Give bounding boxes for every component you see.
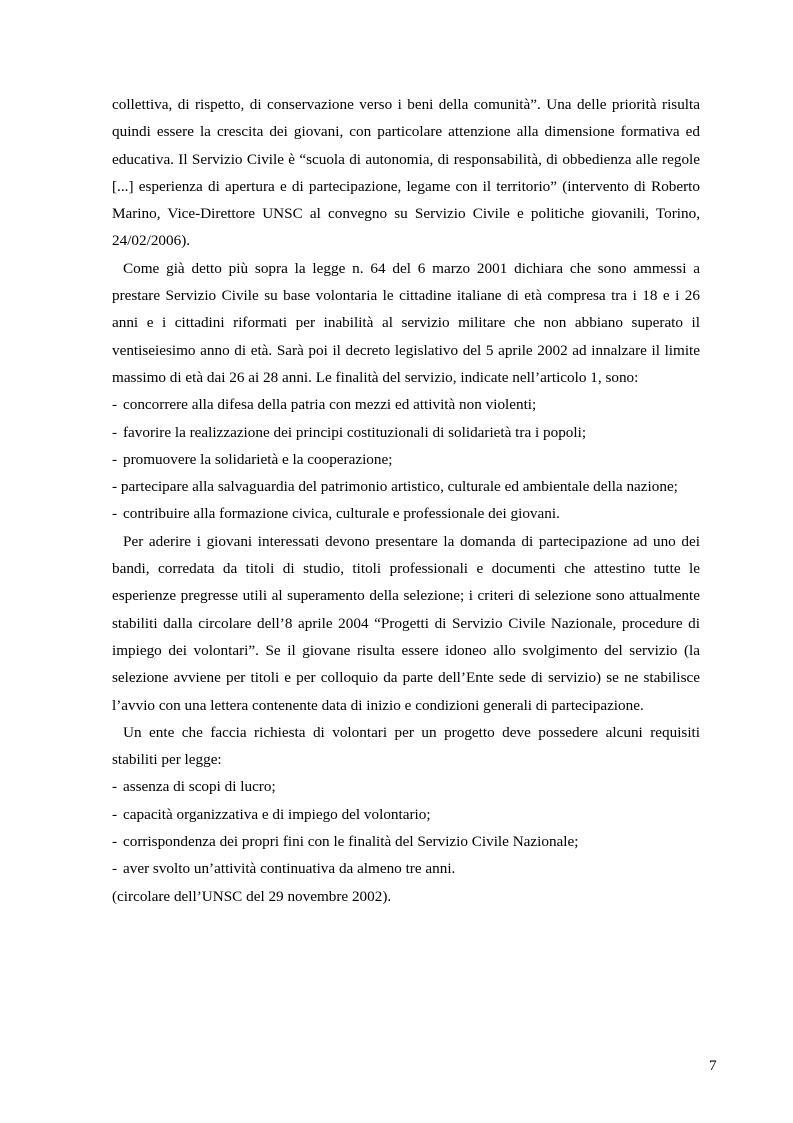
paragraph-legge-64: Come già detto più sopra la legge n. 64 del 6 marzo 2001 dichiara che sono ammessi a prestare Servizio Civile su base volontaria le cittadine italiane di età compresa tra i 18 e i 26 anni e i cittadini riformati per inabilità al servizio militare che non abbiano superato il ventiseiesimo anno di età. Sarà poi il decreto legislativo del 5 aprile 2002 ad innalzare il limite massimo di età dai 26 ai 28 anni. Le finalità del servizio, indicate nell’articolo 1, sono: <box>112 259 700 386</box>
requisito-item: - corrispondenza dei propri fini con le finalità del Servizio Civile Nazionale; <box>112 828 700 855</box>
list-dash: - <box>112 478 118 496</box>
paragraph-intro: collettiva, di rispetto, di conservazione verso i beni della comunità”. Una delle priorità risulta quindi essere la crescita dei giovani, con particolare attenzione alla dimensione formativa ed educativa. Il Servizio Civile è “scuola di autonomia, di responsabilità, di obbedienza alle regole [...] esperienza di apertura e di partecipazione, legame con il territorio” (intervento di Roberto Marino, Vice-Direttore UNSC al convegno su Servizio Civile e politiche giovanili, Torino, 24/02/2006). <box>112 96 700 250</box>
list-dash: - <box>112 505 118 523</box>
requisiti-list <box>112 773 700 882</box>
finalita-list <box>112 391 700 527</box>
finalita-item: - contribuire alla formazione civica, culturale e professionale dei giovani. <box>112 500 700 527</box>
source-note: (circolare dell’UNSC del 29 novembre 2002). <box>112 887 392 905</box>
list-dash: - <box>112 450 118 468</box>
list-dash: - <box>112 396 118 414</box>
finalita-item: - favorire la realizzazione dei principi costituzionali di solidarietà tra i popoli; <box>112 419 700 446</box>
finalita-item: - promuovere la solidarietà e la cooperazione; <box>112 446 700 473</box>
finalita-item: - concorrere alla difesa della patria con mezzi ed attività non violenti; <box>112 391 700 418</box>
document-body <box>112 91 700 910</box>
list-dash: - <box>112 833 118 851</box>
requisito-item: - assenza di scopi di lucro; <box>112 773 700 800</box>
paragraph-requisiti-intro: Un ente che faccia richiesta di volontari per un progetto deve possedere alcuni requisiti stabiliti per legge: <box>112 723 700 769</box>
list-dash: - <box>112 860 118 878</box>
finalita-item: - partecipare alla salvaguardia del patrimonio artistico, culturale ed ambientale della nazione; <box>112 478 678 496</box>
list-dash: - <box>112 805 118 823</box>
page-number: 7 <box>709 1057 717 1074</box>
list-dash: - <box>112 423 118 441</box>
requisito-item: - capacità organizzativa e di impiego del volontario; <box>112 801 700 828</box>
paragraph-adesione: Per aderire i giovani interessati devono presentare la domanda di partecipazione ad uno dei bandi, corredata da titoli di studio, titoli professionali e documenti che attestino tutte le esperienze pregresse utili al superamento della selezione; i criteri di selezione sono attualmente stabiliti dalla circolare dell’8 aprile 2004 “Progetti di Servizio Civile Nazionale, procedure di impiego dei volontari”. Se il giovane risulta essere idoneo allo svolgimento del servizio (la selezione avviene per titoli e per colloquio da parte dell’Ente sede di servizio) se ne stabilisce l’avvio con una lettera contenente data di inizio e condizioni generali di partecipazione. <box>112 532 700 714</box>
requisito-item: - aver svolto un’attività continuativa da almeno tre anni. <box>112 855 700 882</box>
list-dash: - <box>112 778 118 796</box>
